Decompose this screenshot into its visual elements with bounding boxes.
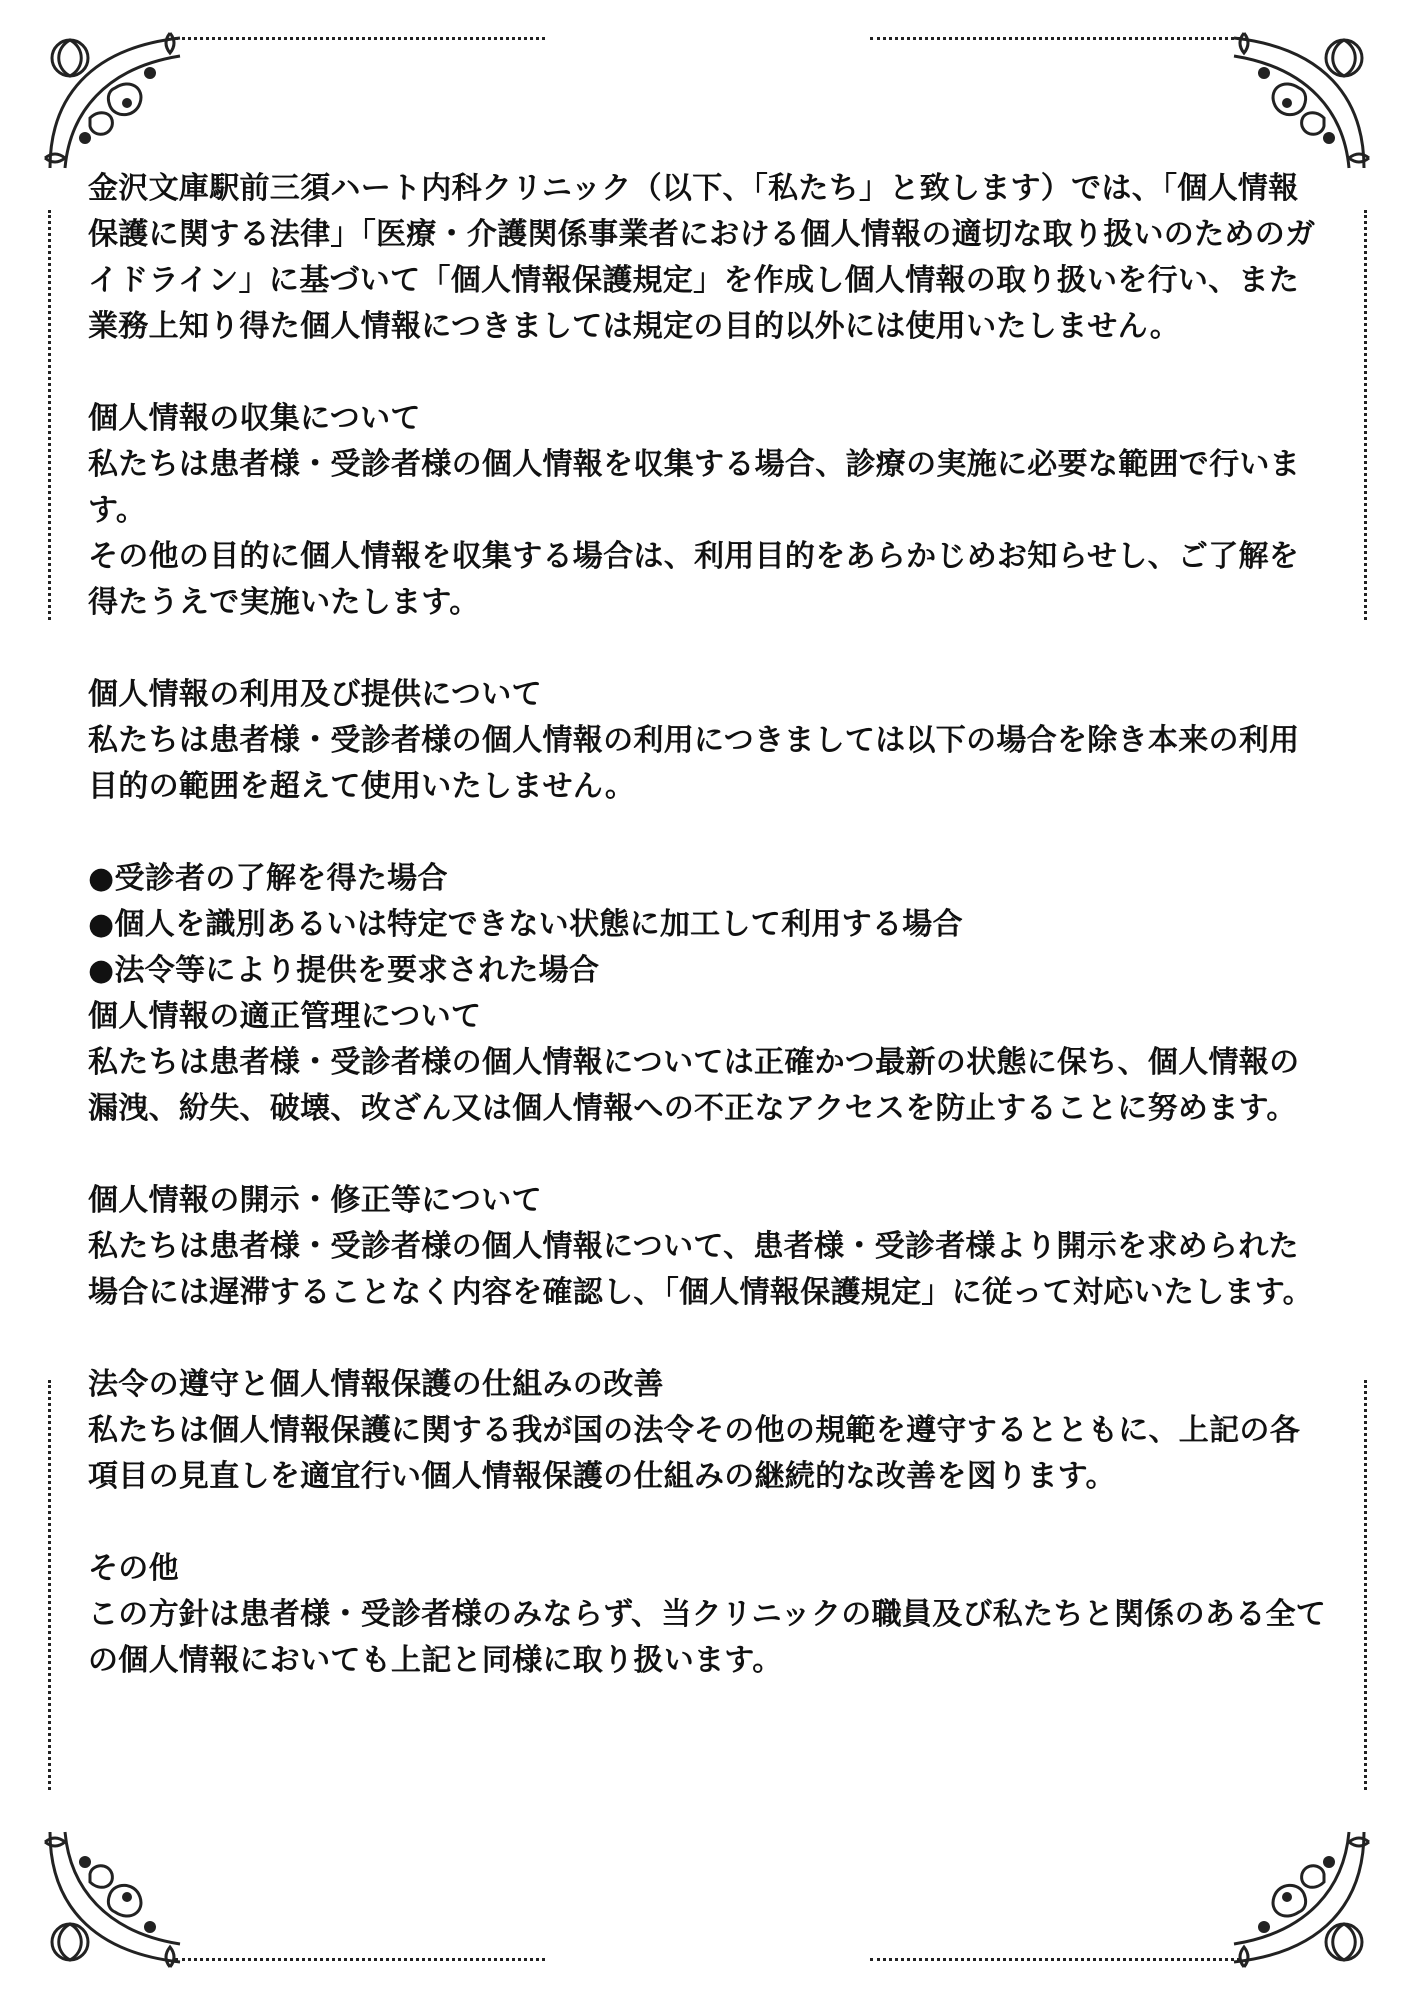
usage-heading: 個人情報の利用及び提供について bbox=[88, 677, 542, 712]
policy-content bbox=[88, 166, 1328, 1684]
disclosure-heading: 個人情報の開示・修正等について bbox=[88, 1183, 542, 1218]
usage-bullet-list bbox=[88, 856, 1328, 994]
list-item: ●法令等により提供を要求された場合 bbox=[88, 953, 600, 988]
compliance-heading: 法令の遵守と個人情報保護の仕組みの改善 bbox=[88, 1367, 664, 1402]
floral-corner-ornament-icon bbox=[1214, 18, 1384, 188]
bottom-border-left bbox=[175, 1958, 545, 1961]
other-body: この方針は患者様・受診者様のみならず、当クリニックの職員及び私たちと関係のある全ての個人情報においても上記と同様に取り扱います。 bbox=[88, 1597, 1327, 1678]
usage-body: 私たちは患者様・受診者様の個人情報の利用につきましては以下の場合を除き本来の利用目的の範囲を超えて使用いたしません。 bbox=[88, 723, 1300, 804]
floral-corner-ornament-icon bbox=[30, 18, 200, 188]
floral-corner-ornament-icon bbox=[30, 1812, 200, 1982]
floral-corner-ornament-icon bbox=[1214, 1812, 1384, 1982]
bottom-border-right bbox=[870, 1958, 1240, 1961]
intro-paragraph: 金沢文庫駅前三須ハート内科クリニック（以下、「私たち」と致します）では、「個人情報保護に関する法律」「医療・介護関係事業者における個人情報の適切な取り扱いのためのガイドライン」に基づいて「個人情報保護規定」を作成し個人情報の取り扱いを行い、また業務上知り得た個人情報につきましては規定の目的以外には使用いたしません。 bbox=[88, 171, 1316, 344]
right-border-bottom bbox=[1364, 1380, 1367, 1790]
left-border-top bbox=[48, 210, 51, 620]
top-border-left bbox=[175, 37, 545, 40]
disclosure-body: 私たちは患者様・受診者様の個人情報について、患者様・受診者様より開示を求められた場合には遅滞することなく内容を確認し、「個人情報保護規定」に従って対応いたします。 bbox=[88, 1229, 1313, 1310]
list-item: ●個人を識別あるいは特定できない状態に加工して利用する場合 bbox=[88, 907, 963, 942]
top-border-right bbox=[870, 37, 1240, 40]
collection-heading: 個人情報の収集について bbox=[88, 401, 421, 436]
management-heading: 個人情報の適正管理について bbox=[88, 999, 482, 1034]
collection-body-2: その他の目的に個人情報を収集する場合は、利用目的をあらかじめお知らせし、ご了解を得たうえで実施いたします。 bbox=[88, 539, 1300, 620]
other-heading: その他 bbox=[88, 1551, 179, 1586]
right-border-top bbox=[1364, 210, 1367, 620]
list-item: ●受診者の了解を得た場合 bbox=[88, 861, 448, 896]
compliance-body: 私たちは個人情報保護に関する我が国の法令その他の規範を遵守するとともに、上記の各項目の見直しを適宜行い個人情報保護の仕組みの継続的な改善を図ります。 bbox=[88, 1413, 1300, 1494]
management-body: 私たちは患者様・受診者様の個人情報については正確かつ最新の状態に保ち、個人情報の漏洩、紛失、破壊、改ざん又は個人情報への不正なアクセスを防止することに努めます。 bbox=[88, 1045, 1300, 1126]
left-border-bottom bbox=[48, 1380, 51, 1790]
collection-body-1: 私たちは患者様・受診者様の個人情報を収集する場合、診療の実施に必要な範囲で行います。 bbox=[88, 447, 1300, 528]
